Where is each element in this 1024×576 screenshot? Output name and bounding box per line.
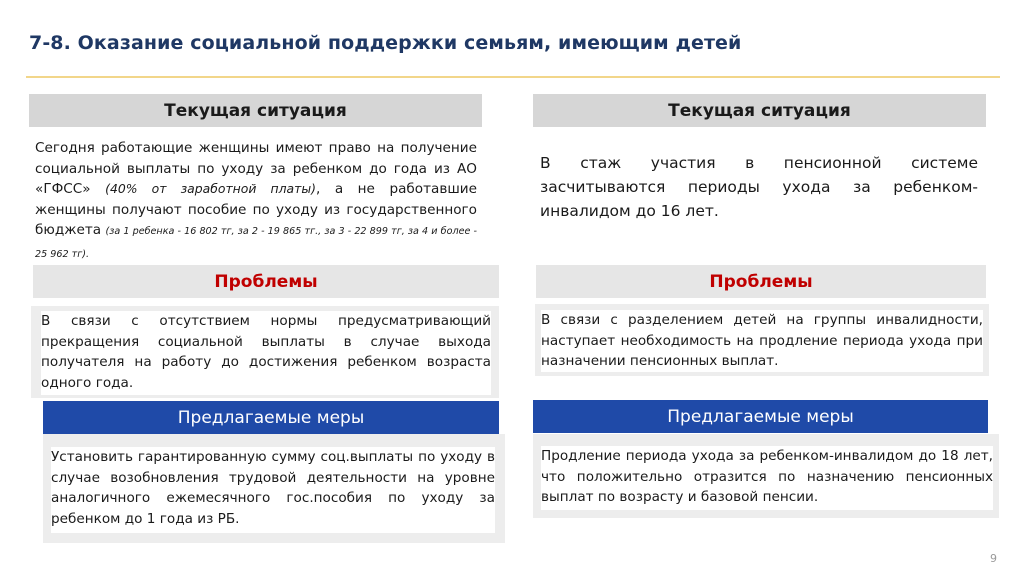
page-number: 9 xyxy=(990,552,997,565)
slide-title: 7-8. Оказание социальной поддержки семьям, имеющим детей xyxy=(29,32,742,54)
left-current-text-part1: Сегодня работающие женщины имеют право на получение социальной выплаты по уходу за ребенком до года из АО «ГФСС» xyxy=(35,140,477,197)
left-measures-header: Предлагаемые меры xyxy=(43,401,499,434)
left-current-text-part2: , а не работавшие женщины получают пособие по уходу из государственного бюджета xyxy=(35,181,477,238)
right-current-text: В стаж участия в пенсионной системе засчитываются периоды ухода за ребенком-инвалидом до 16 лет. xyxy=(540,154,978,220)
right-current-header: Текущая ситуация xyxy=(533,94,986,127)
left-problems-text: В связи с отсутствием нормы предусматривающий прекращения социальной выплаты в случае выхода получателя на работу до достижения ребенком возраста одного года. xyxy=(41,311,491,395)
left-current-text-italic: (40% от заработной платы) xyxy=(105,181,316,196)
title-divider xyxy=(26,76,1000,78)
right-measures-text: Продление периода ухода за ребенком-инвалидом до 18 лет, что положительно отразится по назначению пенсионных выплат по возрасту и базовой пенсии. xyxy=(541,446,993,510)
left-current-text xyxy=(35,138,477,265)
left-current-header: Текущая ситуация xyxy=(29,94,482,127)
right-problems-header: Проблемы xyxy=(536,265,986,298)
left-problems-header: Проблемы xyxy=(33,265,499,298)
right-measures-header: Предлагаемые меры xyxy=(533,400,988,433)
right-problems-text: В связи с разделением детей на группы инвалидности, наступает необходимость на продление периода ухода при назначении пенсионных выплат. xyxy=(541,310,983,372)
left-problems-gap xyxy=(31,299,499,303)
left-measures-text: Установить гарантированную сумму соц.выплаты по уходу в случае возобновления трудовой деятельности на уровне аналогичного ежемесячного гос.пособия по уходу за ребенком до 1 года из РБ. xyxy=(51,447,495,533)
left-current-text-amounts: (за 1 ребенка - 16 802 тг, за 2 - 19 865 тг., за 3 - 22 899 тг, за 4 и более - 25 962 тг). xyxy=(35,226,477,260)
